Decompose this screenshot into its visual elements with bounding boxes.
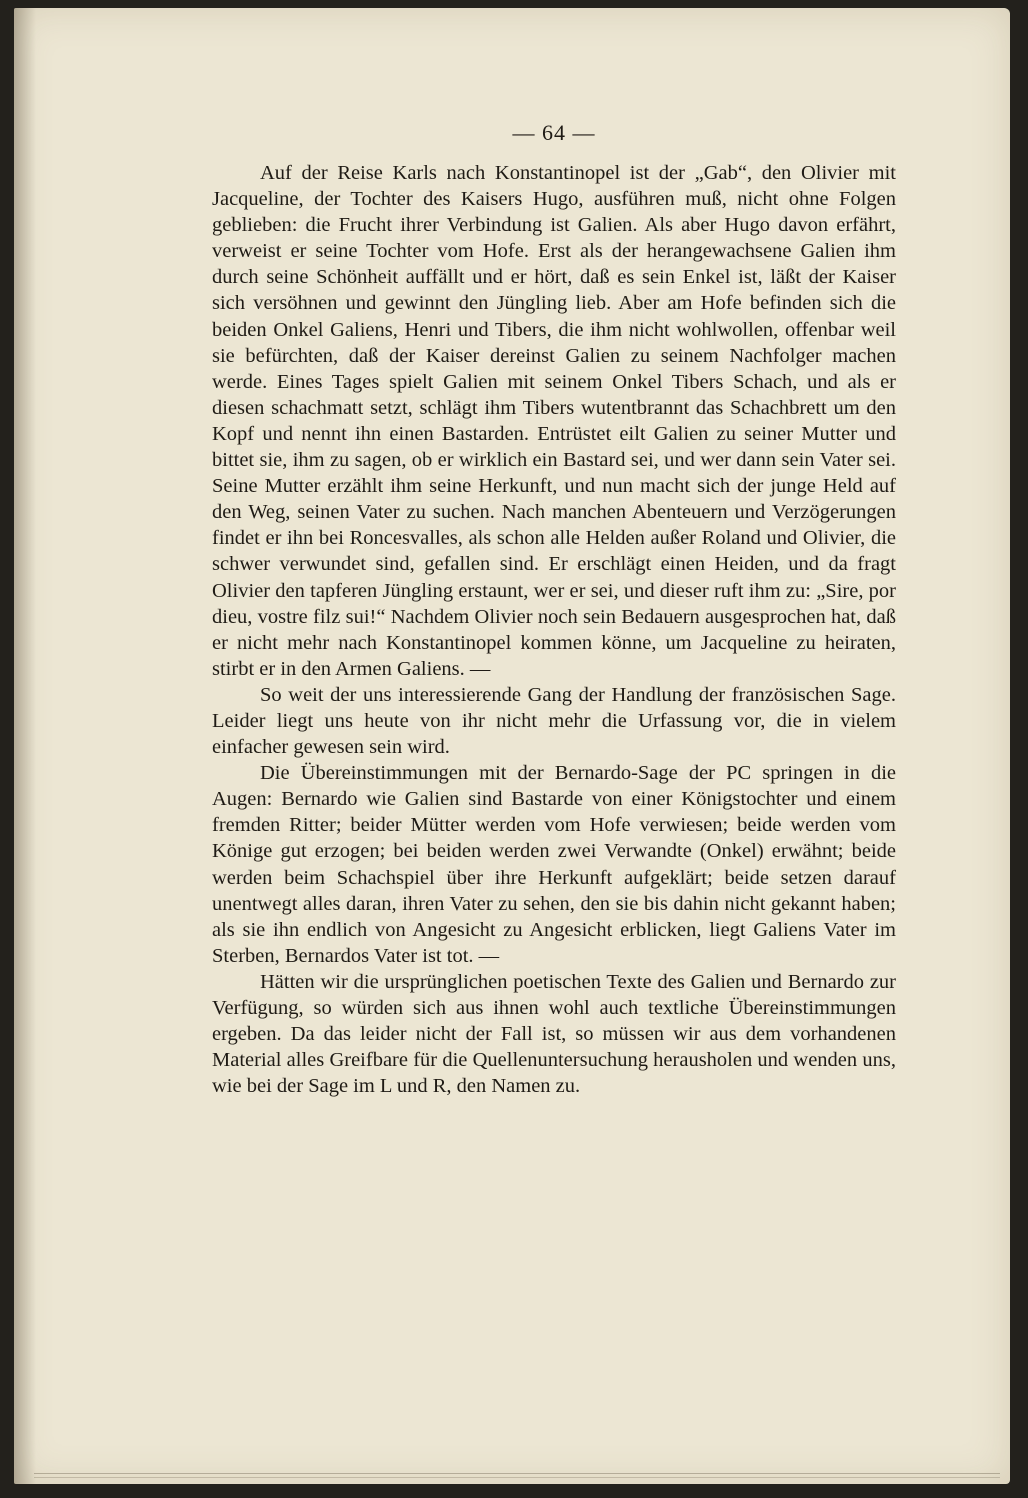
page-content	[212, 116, 896, 1099]
paragraph-galien-story: Auf der Reise Karls nach Konstantinopel ist der „Gab“, den Olivier mit Jacqueline, der Tochter des Kaisers Hugo, ausführen muß, nicht ohne Folgen geblieben: die Frucht ihrer Verbindung ist Galien. Als aber Hugo davon erfährt, verweist er seine Tochter vom Hofe. Erst als der herangewachsene Galien ihm durch seine Schönheit auffällt und er hört, daß es sein Enkel ist, läßt der Kaiser sich versöhnen und gewinnt den Jüngling lieb. Aber am Hofe befinden sich die beiden Onkel Galiens, Henri und Tibers, die ihm nicht wohlwollen, offenbar weil sie befürchten, daß der Kaiser dereinst Galien zu seinem Nachfolger machen werde. Eines Tages spielt Galien mit seinem Onkel Tibers Schach, und als er diesen schachmatt setzt, schlägt ihm Tibers wutentbrannt das Schachbrett um den Kopf und nennt ihn einen Bastarden. Entrüstet eilt Galien zu seiner Mutter und bittet sie, ihm zu sagen, ob er wirklich ein Bastard sei, und wer dann sein Vater sei. Seine Mutter erzählt ihm seine Herkunft, und nun macht sich der junge Held auf den Weg, seinen Vater zu suchen. Nach manchen Abenteuern und Verzögerungen findet er ihn bei Roncesvalles, als schon alle Helden außer Roland und Olivier, die schwer verwundet sind, gefallen sind. Er erschlägt einen Heiden, und da fragt Olivier den tapferen Jüngling erstaunt, wer er sei, und dieser ruft ihm zu: „Sire, por dieu, vostre filz sui!“ Nachdem Olivier noch sein Bedauern ausgesprochen hat, daß er nicht mehr nach Konstantinopel kommen könne, um Jacqueline zu heiraten, stirbt er in den Armen Galiens. —	[212, 162, 896, 680]
book-page	[14, 8, 1010, 1484]
page-binding-shadow	[14, 8, 36, 1484]
page-bottom-edge	[34, 1473, 1000, 1478]
paragraph-french-saga: So weit der uns interessierende Gang der Handlung der französischen Sage. Leider liegt uns heute von ihr nicht mehr die Urfassung vor, die in vielem einfacher gewesen sein wird.	[212, 683, 896, 759]
paragraph-bernardo-comparison: Die Übereinstimmungen mit der Bernardo-Sage der PC springen in die Augen: Bernardo wie Galien sind Bastarde von einer Königstochter und einem fremden Ritter; beider Mütter werden vom Hofe verwiesen; beide werden vom Könige gut erzogen; bei beiden werden zwei Verwandte (Onkel) erwähnt; beide werden beim Schachspiel über ihre Herkunft aufgeklärt; beide setzen darauf unentwegt alles daran, ihren Vater zu sehen, den sie bis dahin nicht gekannt haben; als sie ihn endlich von Angesicht zu Angesicht erblicken, liegt Galiens Vater im Sterben, Bernardos Vater ist tot. —	[212, 762, 896, 967]
paragraph-source-analysis: Hätten wir die ursprünglichen poetischen Texte des Galien und Bernardo zur Verfügung, so würden sich aus ihnen wohl auch textliche Übereinstimmungen ergeben. Da das leider nicht der Fall ist, so müssen wir aus dem vorhandenen Material alles Greifbare für die Quellenuntersuchung herausholen und wenden uns, wie bei der Sage im L und R, den Namen zu.	[212, 970, 896, 1098]
page-number: — 64 —	[512, 120, 596, 145]
